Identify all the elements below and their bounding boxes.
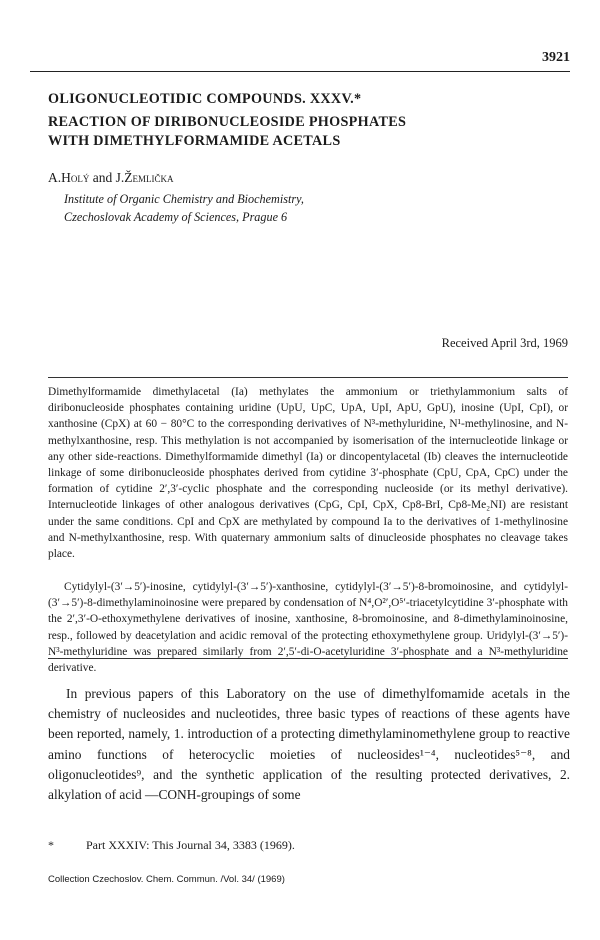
footnote-marker: * [48,838,54,852]
abstract-bottom-rule [48,658,568,659]
author-1-surname: Holý [61,170,90,185]
author-2-initial: J. [115,170,125,185]
author-and: and [92,170,113,185]
abstract-paragraph-2: Cytidylyl-(3′→5′)-inosine, cytidylyl-(3′→5′)-xanthosine, cytidylyl-(3′→5′)-8-bromoinosine, and cytidylyl-(3′→5′)-8-dimethylaminoinosine were prepared by condensation of N⁴,O²′,O⁵′-triacetylcytidine 3′-phosphate with the 2′,3′-O-ethoxymethylene derivatives of inosine, xanthosine, 8-bromoinosine, and 8-dimethylaminoinosine, resp., followed by deacetylation and acidic removal of the protecting ethoxymethylene group. Uridylyl-(3′→5′)-N³-methyluridine was prepared similarly from 2′,5′-di-O-acetyluridine 3′-phosphate and a N³-methyluridine derivative. [48,581,568,675]
title-line-2: REACTION OF DIRIBONUCLEOSIDE PHOSPHATES [48,114,407,130]
header-rule [30,71,570,72]
author-2-surname: Žemlička [124,170,174,185]
abstract-paragraph-1: Dimethylformamide dimethylacetal (Ia) methylates the ammonium or triethylammonium salts of diribonucleoside phosphates containing uridine (UpU, UpC, UpA, UpI, ApU, GpU), inosine (UpI, CpI), or xanthosine (CpX) at 60 − 80°C to the corresponding derivatives of N³-methyluridine, N¹-methylinosine, and N-methylxanthosine, resp. This methylation is not accompanied by isomerisation of the internucleotide linkage or any other side-reactions. Dimethylformamide dimethyl (Ia) or dincopentylacetal (Ib) cleaves the internucleotide linkage of some diribonucleoside phosphates derived from cytidine 3′-phosphate (CpU, CpA, CpC) under the formation of cytidine 2′,3′-cyclic phosphate and the corresponding nucleoside (or its methyl derivative). Internucleotide linkages of other analogous derivatives (CpG, CpI, CpX, Cp8-BrI, Cp8-Me₂NI) are resistant under the same conditions. CpI and CpX are methylated by compound Ia to the derivatives of 1-methylinosine and N-methylxanthosine, resp. With quaternary ammonium salts of dinucleoside phosphates no cleavage takes place. [48,386,568,561]
received-date: Received April 3rd, 1969 [441,336,568,350]
author-1-initial: A. [48,170,62,185]
footnote [48,838,295,853]
footnote-text: Part XXXIV: This Journal 34, 3383 (1969). [86,838,295,852]
affiliation-line-2: Czechoslovak Academy of Sciences, Prague 6 [64,210,288,224]
abstract-top-rule [48,377,568,378]
body-paragraph: In previous papers of this Laboratory on the use of dimethylfomamide acetals in the chemistry of nucleosides and nucleotides, three basic types of reactions of these agents have been reported, namely, 1. introduction of a protecting dimethylaminomethylene group to reactive amino functions of heterocyclic moieties of nucleosides¹⁻⁴, nucleotides⁵⁻⁸, and oligonucleotides⁹, and the synthetic application of the resulting protected derivatives, 2. alkylation of acid —CONH-groupings of some [48,686,570,803]
page-number: 3921 [542,50,570,65]
journal-footer: Collection Czechoslov. Chem. Commun. /Vol. 34/ (1969) [48,874,285,885]
title-line-3: WITH DIMETHYLFORMAMIDE ACETALS [48,133,341,149]
affiliation-line-1: Institute of Organic Chemistry and Biochemistry, [64,192,304,206]
authors [48,170,174,186]
title-line-1: OLIGONUCLEOTIDIC COMPOUNDS. XXXV.* [48,91,362,107]
